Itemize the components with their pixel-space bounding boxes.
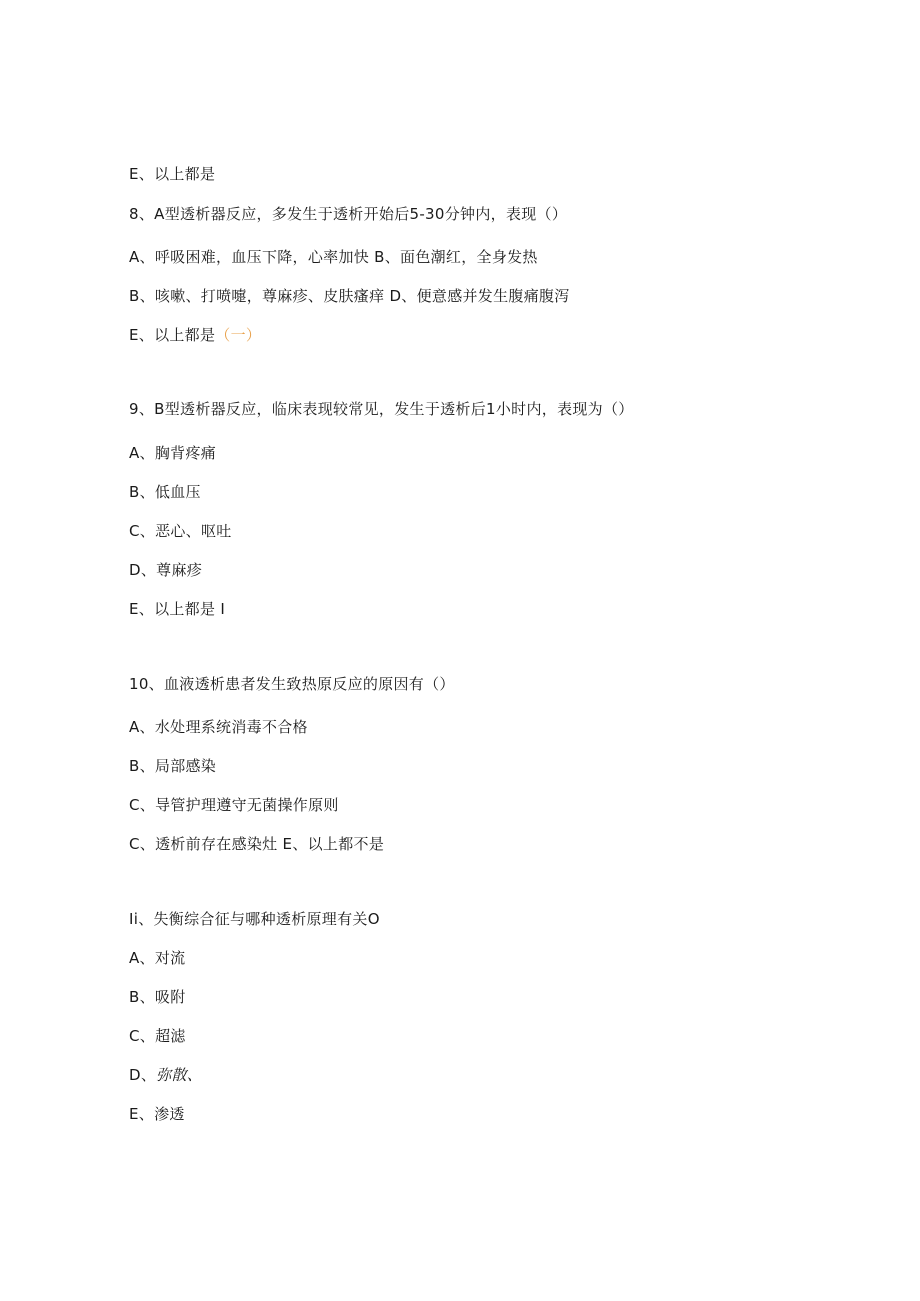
q10-option-c: C、导管护理遵守无菌操作原则 (129, 796, 339, 814)
q11-option-a: A、对流 (129, 949, 186, 967)
q11-option-d-text: 弥散、 (156, 1066, 203, 1084)
q9-option-c: C、恶心、呕吐 (129, 522, 232, 540)
q9-question: 9、B型透析器反应，临床表现较常见，发生于透析后1小时内，表现为（） (129, 400, 634, 418)
q8-options-a-b: A、呼吸困难，血压下降，心率加快 B、面色潮红，全身发热 (129, 248, 538, 266)
q11-question: Ii、失衡综合征与哪种透析原理有关O (129, 910, 380, 928)
q11-option-e: E、渗透 (129, 1105, 185, 1123)
q9-option-e: E、以上都是 I (129, 600, 226, 618)
q10-option-b: B、局部感染 (129, 757, 217, 775)
q11-option-b: B、吸附 (129, 988, 186, 1006)
q11-option-d-prefix: D、 (129, 1066, 157, 1084)
q9-option-b: B、低血压 (129, 483, 201, 501)
q7-option-e: E、以上都是 (129, 165, 216, 183)
q11-option-d (129, 1065, 202, 1085)
q9-option-a: A、胸背疼痛 (129, 444, 217, 462)
q11-option-c: C、超滤 (129, 1027, 186, 1045)
q10-options-c-e: C、透析前存在感染灶 E、以上都不是 (129, 835, 385, 853)
q8-answer-mark: （一） (215, 326, 262, 344)
q8-option-e (129, 325, 261, 345)
q8-question: 8、A型透析器反应，多发生于透析开始后5-30分钟内，表现（） (129, 205, 568, 223)
q8-option-e-text: E、以上都是 (129, 326, 216, 344)
q10-question: 10、血液透析患者发生致热原反应的原因有（） (129, 675, 455, 693)
q9-option-d: D、尊麻疹 (129, 561, 203, 579)
q8-options-b-d: B、咳嗽、打喷嚏，尊麻疹、皮肤瘙痒 D、便意感并发生腹痛腹泻 (129, 287, 570, 305)
q10-option-a: A、水处理系统消毒不合格 (129, 718, 308, 736)
